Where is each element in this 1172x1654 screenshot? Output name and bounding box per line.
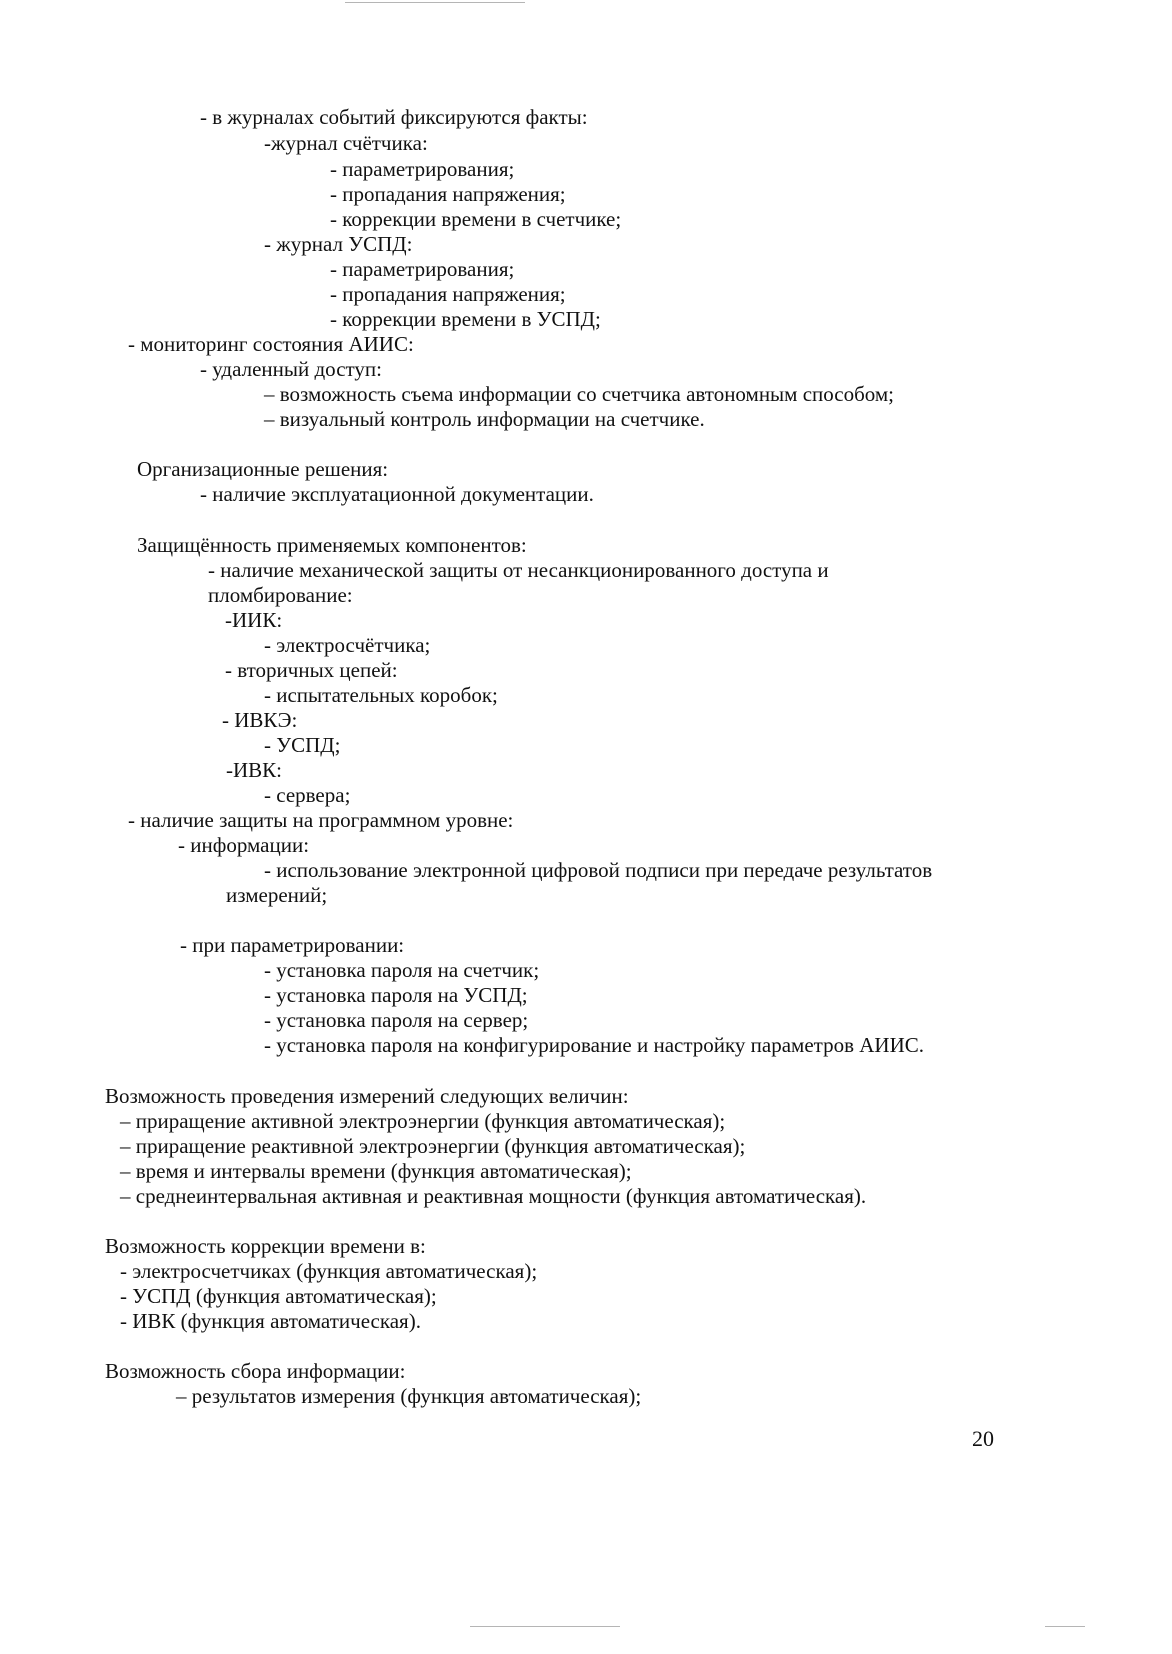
text-line: - наличие механической защиты от несанкционированного доступа и (208, 558, 829, 582)
text-line: - испытательных коробок; (264, 683, 498, 707)
text-line: - коррекции времени в УСПД; (330, 307, 601, 331)
section-heading: Возможность сбора информации: (105, 1359, 406, 1383)
text-line: – приращение реактивной электроэнергии (функция автоматическая); (120, 1134, 746, 1158)
text-line: измерений; (226, 883, 328, 907)
text-line: -журнал счётчика: (264, 131, 428, 155)
scan-artifact-top (345, 2, 525, 3)
text-line: - информации: (178, 833, 310, 857)
text-line: - УСПД; (264, 733, 341, 757)
section-heading: Защищённость применяемых компонентов: (137, 533, 527, 557)
text-line: - УСПД (функция автоматическая); (120, 1284, 437, 1308)
text-line: – время и интервалы времени (функция автоматическая); (120, 1159, 632, 1183)
text-line: - пропадания напряжения; (330, 182, 566, 206)
text-line: - коррекции времени в счетчике; (330, 207, 622, 231)
text-line: – приращение активной электроэнергии (функция автоматическая); (120, 1109, 726, 1133)
text-line: пломбирование: (208, 583, 353, 607)
text-line: - установка пароля на УСПД; (264, 983, 528, 1007)
text-line: - установка пароля на сервер; (264, 1008, 529, 1032)
text-line: - использование электронной цифровой подписи при передаче результатов (264, 858, 933, 882)
text-line: -ИВК: (226, 758, 283, 782)
scan-artifact-bottom (470, 1626, 620, 1627)
text-line: - пропадания напряжения; (330, 282, 566, 306)
text-line: - вторичных цепей: (225, 658, 398, 682)
text-line: - электросчетчиках (функция автоматическая); (120, 1259, 538, 1283)
text-line: - параметрирования; (330, 157, 515, 181)
text-line: - установка пароля на счетчик; (264, 958, 540, 982)
text-line: - мониторинг состояния АИИС: (128, 332, 414, 356)
text-line: - удаленный доступ: (200, 357, 382, 381)
section-heading: Возможность проведения измерений следующих величин: (105, 1084, 629, 1108)
text-line: - наличие эксплуатационной документации. (200, 482, 594, 506)
section-heading: Организационные решения: (137, 457, 389, 481)
text-line: - ИВК (функция автоматическая). (120, 1309, 421, 1333)
text-line: – визуальный контроль информации на счетчике. (264, 407, 705, 431)
text-line: - электросчётчика; (264, 633, 431, 657)
scan-artifact-bottom-right (1045, 1626, 1085, 1627)
text-line: - в журналах событий фиксируются факты: (200, 105, 588, 129)
text-line: - сервера; (264, 783, 351, 807)
text-line: – среднеинтервальная активная и реактивная мощности (функция автоматическая). (120, 1184, 867, 1208)
page-number: 20 (972, 1426, 994, 1451)
text-line: - при параметрировании: (180, 933, 405, 957)
text-line: -ИИК: (225, 608, 283, 632)
text-line: - ИВКЭ: (222, 708, 298, 732)
text-line: - установка пароля на конфигурирование и настройку параметров АИИС. (264, 1033, 925, 1057)
text-line: - параметрирования; (330, 257, 515, 281)
text-line: – возможность съема информации со счетчика автономным способом; (264, 382, 895, 406)
text-line: - журнал УСПД: (264, 232, 413, 256)
section-heading: Возможность коррекции времени в: (105, 1234, 426, 1258)
text-line: – результатов измерения (функция автоматическая); (176, 1384, 642, 1408)
text-line: - наличие защиты на программном уровне: (128, 808, 514, 832)
